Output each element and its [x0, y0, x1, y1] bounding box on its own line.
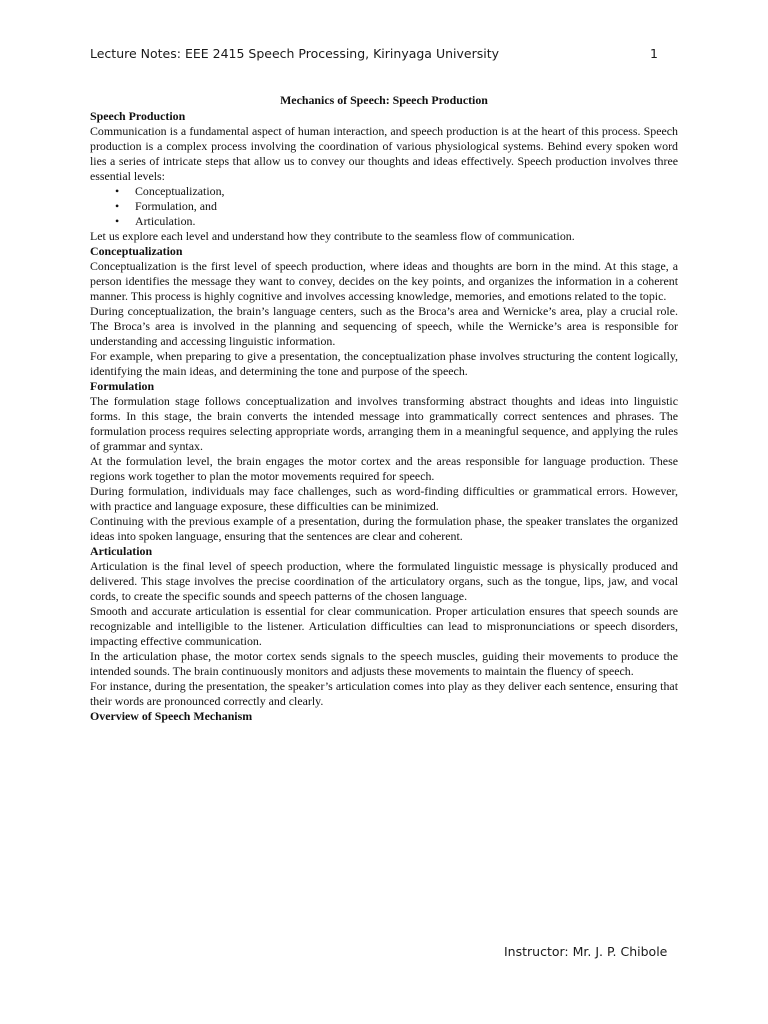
paragraph: Smooth and accurate articulation is essential for clear communication. Proper articulation ensures that speech sounds are recognizable and intelligible to the listener. Articulation difficulties can lead to mispronunciations or speech disorders, impacting effective communication.: [90, 604, 678, 648]
section-heading-formulation: Formulation: [90, 379, 155, 393]
paragraph: Communication is a fundamental aspect of human interaction, and speech production is at the heart of this process. Speech production is a complex process involving the coordination of various physiological systems. Behind every spoken word lies a series of intricate steps that allow us to convey our thoughts and ideas effectively. Speech production involves three essential levels:: [90, 124, 678, 183]
list-item: • Formulation, and: [115, 199, 217, 213]
paragraph: For example, when preparing to give a presentation, the conceptualization phase involves structuring the content logically, identifying the main ideas, and determining the tone and purpose of the speech.: [90, 349, 678, 378]
bullet-icon: •: [115, 214, 120, 228]
paragraph: During conceptualization, the brain’s language centers, such as the Broca’s area and Wernicke’s area, play a crucial role. The Broca’s area is involved in the planning and sequencing of speech, while the Wernicke’s area is responsible for understanding and accessing linguistic information.: [90, 304, 678, 348]
bullet-icon: •: [115, 199, 120, 213]
paragraph: During formulation, individuals may face challenges, such as word-finding difficulties or grammatical errors. However, with practice and language exposure, these difficulties can be minimized.: [90, 484, 678, 513]
section-heading-overview: Overview of Speech Mechanism: [90, 709, 253, 723]
instructor-name: Instructor: Mr. J. P. Chibole: [504, 944, 668, 959]
section-heading-speech-production: Speech Production: [90, 109, 186, 123]
page-footer: [504, 944, 667, 959]
paragraph: Articulation is the final level of speech production, where the formulated linguistic message is physically produced and delivered. This stage involves the precise coordination of the articulatory organs, such as the tongue, lips, jaw, and vocal cords, to create the specific sounds and speech patterns of the chosen language.: [90, 559, 678, 603]
levels-list: [90, 184, 678, 229]
paragraph: At the formulation level, the brain engages the motor cortex and the areas responsible for language production. These regions work together to plan the motor movements required for speech.: [90, 454, 678, 483]
section-heading-articulation: Articulation: [90, 544, 153, 558]
header-title: Lecture Notes: EEE 2415 Speech Processing, Kirinyaga University: [90, 46, 499, 61]
page-header: [90, 46, 658, 61]
paragraph: Let us explore each level and understand how they contribute to the seamless flow of communication.: [90, 229, 575, 243]
paragraph: The formulation stage follows conceptualization and involves transforming abstract thoughts and ideas into linguistic forms. In this stage, the brain converts the intended message into grammatically correct sentences and phrases. The formulation process requires selecting appropriate words, arranging them in a meaningful sequence, and applying the rules of grammar and syntax.: [90, 394, 678, 453]
list-item: • Conceptualization,: [115, 184, 225, 198]
paragraph: Conceptualization is the first level of speech production, where ideas and thoughts are born in the mind. At this stage, a person identifies the message they want to convey, decides on the key points, and organizes the information in a coherent manner. This process is highly cognitive and involves accessing knowledge, memories, and emotions related to the topic.: [90, 259, 678, 303]
section-heading-conceptualization: Conceptualization: [90, 244, 183, 258]
document-title: Mechanics of Speech: Speech Production: [280, 93, 488, 107]
list-item: • Articulation.: [115, 214, 196, 228]
page-number: 1: [650, 46, 658, 61]
bullet-icon: •: [115, 184, 120, 198]
document-body: [90, 93, 678, 724]
paragraph: Continuing with the previous example of a presentation, during the formulation phase, the speaker translates the organized ideas into spoken language, ensuring that the sentences are clear and coherent.: [90, 514, 678, 543]
paragraph: In the articulation phase, the motor cortex sends signals to the speech muscles, guiding their movements to produce the intended sounds. The brain continuously monitors and adjusts these movements to maintain the fluency of speech.: [90, 649, 678, 678]
paragraph: For instance, during the presentation, the speaker’s articulation comes into play as they deliver each sentence, ensuring that their words are pronounced correctly and clearly.: [90, 679, 678, 708]
